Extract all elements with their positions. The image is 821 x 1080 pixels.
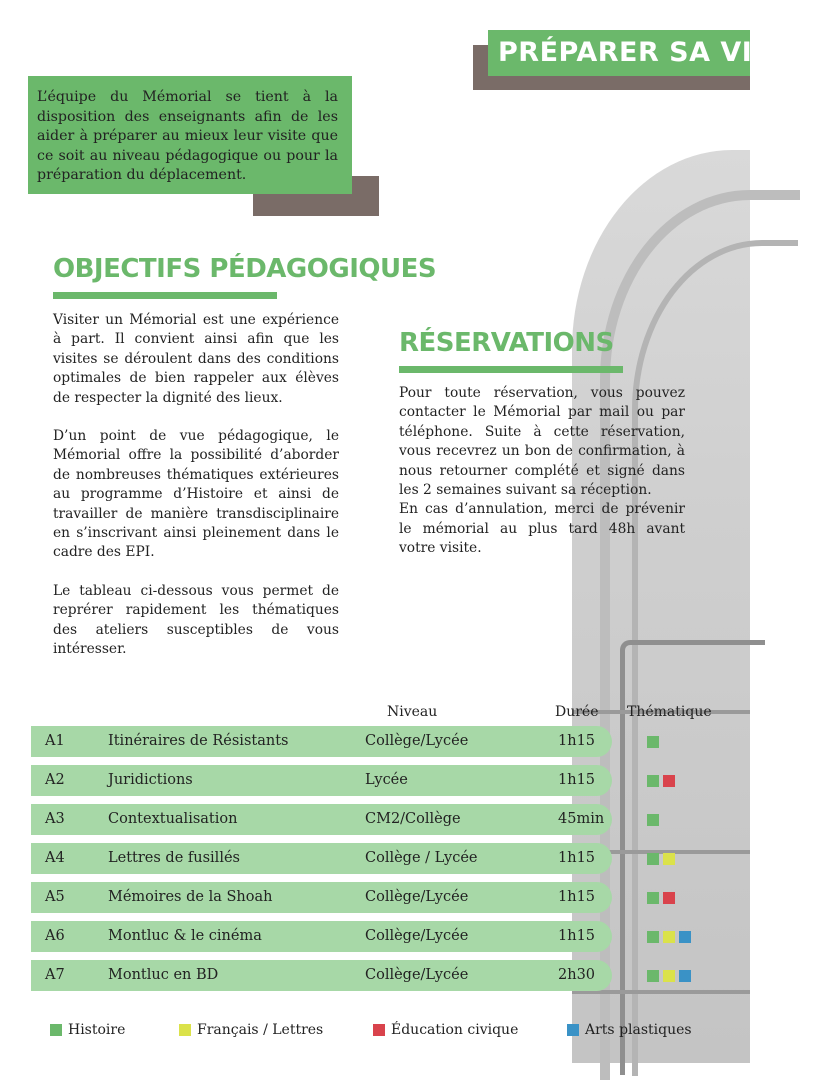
header-thematique: Thématique [627, 704, 712, 720]
row-code: A7 [45, 967, 65, 983]
objectifs-paragraph-2: D’un point de vue pédagogique, le Mémorial offre la possibilité d’aborder de nombreuses thématiques extérieures au programme d’Histoire et ainsi de travailler de manière transdisciplinaire en s’inscrivant ainsi pleinement dans le cadre des EPI. [53, 428, 339, 561]
objectifs-underline [53, 292, 277, 299]
row-code: A3 [45, 811, 65, 827]
table-row [31, 882, 612, 913]
legend-francais [179, 1022, 323, 1038]
row-duration: 1h15 [558, 772, 596, 788]
legend-education-label: Éducation civique [391, 1022, 519, 1038]
header-niveau: Niveau [387, 704, 438, 720]
reservations-paragraph-2: En cas d’annulation, merci de prévenir le mémorial au plus tard 48h avant votre visite. [399, 501, 685, 557]
objectifs-body [53, 311, 339, 679]
table-row [31, 960, 612, 991]
histoire-swatch-icon [50, 1024, 62, 1036]
legend-arts-label: Arts plastiques [585, 1022, 692, 1038]
legend-histoire-label: Histoire [68, 1022, 126, 1038]
row-duration: 1h15 [558, 733, 596, 749]
intro-box: L’équipe du Mémorial se tient à la disposition des enseignants afin de les aider à préparer au mieux leur visite que ce soit au niveau pédagogique ou pour la préparation du déplacement. [28, 76, 352, 194]
row-title: Itinéraires de Résistants [108, 733, 289, 749]
row-code: A1 [45, 733, 65, 749]
reservations-paragraph-1: Pour toute réservation, vous pouvez contacter le Mémorial par mail ou par téléphone. Suite à cette réservation, vous recevrez un bon de confirmation, à nous retourner complété et signé dans les 2 semaines suivant sa réception. [399, 385, 685, 499]
row-level: Collège/Lycée [365, 967, 469, 983]
histoire-theme-icon [647, 931, 659, 943]
row-title: Mémoires de la Shoah [108, 889, 273, 905]
row-title: Lettres de fusillés [108, 850, 240, 866]
legend-histoire [50, 1022, 125, 1038]
table-row [31, 726, 612, 757]
francais-theme-icon [663, 853, 675, 865]
row-level: Collège/Lycée [365, 928, 469, 944]
page-title: PRÉPARER SA VISITE [488, 30, 750, 76]
row-level: Lycée [365, 772, 408, 788]
table-row [31, 765, 612, 796]
objectifs-paragraph-1: Visiter un Mémorial est une expérience à part. Il convient ainsi afin que les visites se déroulent dans des conditions optimales de bien rappeler aux élèves de respecter la dignité des lieux. [53, 312, 339, 406]
row-duration: 1h15 [558, 889, 596, 905]
legend-arts [567, 1022, 692, 1038]
francais-theme-icon [663, 970, 675, 982]
row-code: A2 [45, 772, 65, 788]
arts-swatch-icon [567, 1024, 579, 1036]
histoire-theme-icon [647, 736, 659, 748]
histoire-theme-icon [647, 853, 659, 865]
row-duration: 45min [558, 811, 605, 827]
table-row [31, 843, 612, 874]
francais-theme-icon [663, 931, 675, 943]
reservations-body [399, 384, 685, 559]
francais-swatch-icon [179, 1024, 191, 1036]
objectifs-heading: OBJECTIFS PÉDAGOGIQUES [53, 254, 437, 284]
objectifs-paragraph-3: Le tableau ci-dessous vous permet de reprérer rapidement les thématiques des ateliers susceptibles de vous intéresser. [53, 582, 339, 658]
row-code: A6 [45, 928, 65, 944]
row-level: Collège / Lycée [365, 850, 478, 866]
education-theme-icon [663, 775, 675, 787]
table-row [31, 921, 612, 952]
row-level: Collège/Lycée [365, 889, 469, 905]
row-duration: 2h30 [558, 967, 596, 983]
row-title: Juridictions [108, 772, 193, 788]
arts-theme-icon [679, 970, 691, 982]
row-title: Montluc & le cinéma [108, 928, 262, 944]
row-title: Contextualisation [108, 811, 238, 827]
arts-theme-icon [679, 931, 691, 943]
row-duration: 1h15 [558, 928, 596, 944]
education-swatch-icon [373, 1024, 385, 1036]
row-level: CM2/Collège [365, 811, 461, 827]
row-code: A5 [45, 889, 65, 905]
education-theme-icon [663, 892, 675, 904]
header-duree: Durée [555, 704, 599, 720]
histoire-theme-icon [647, 775, 659, 787]
histoire-theme-icon [647, 970, 659, 982]
row-code: A4 [45, 850, 65, 866]
reservations-underline [399, 366, 623, 373]
reservations-heading: RÉSERVATIONS [399, 328, 614, 358]
table-row [31, 804, 612, 835]
legend-education [373, 1022, 518, 1038]
histoire-theme-icon [647, 814, 659, 826]
legend-francais-label: Français / Lettres [197, 1022, 324, 1038]
histoire-theme-icon [647, 892, 659, 904]
row-level: Collège/Lycée [365, 733, 469, 749]
row-title: Montluc en BD [108, 967, 219, 983]
row-duration: 1h15 [558, 850, 596, 866]
